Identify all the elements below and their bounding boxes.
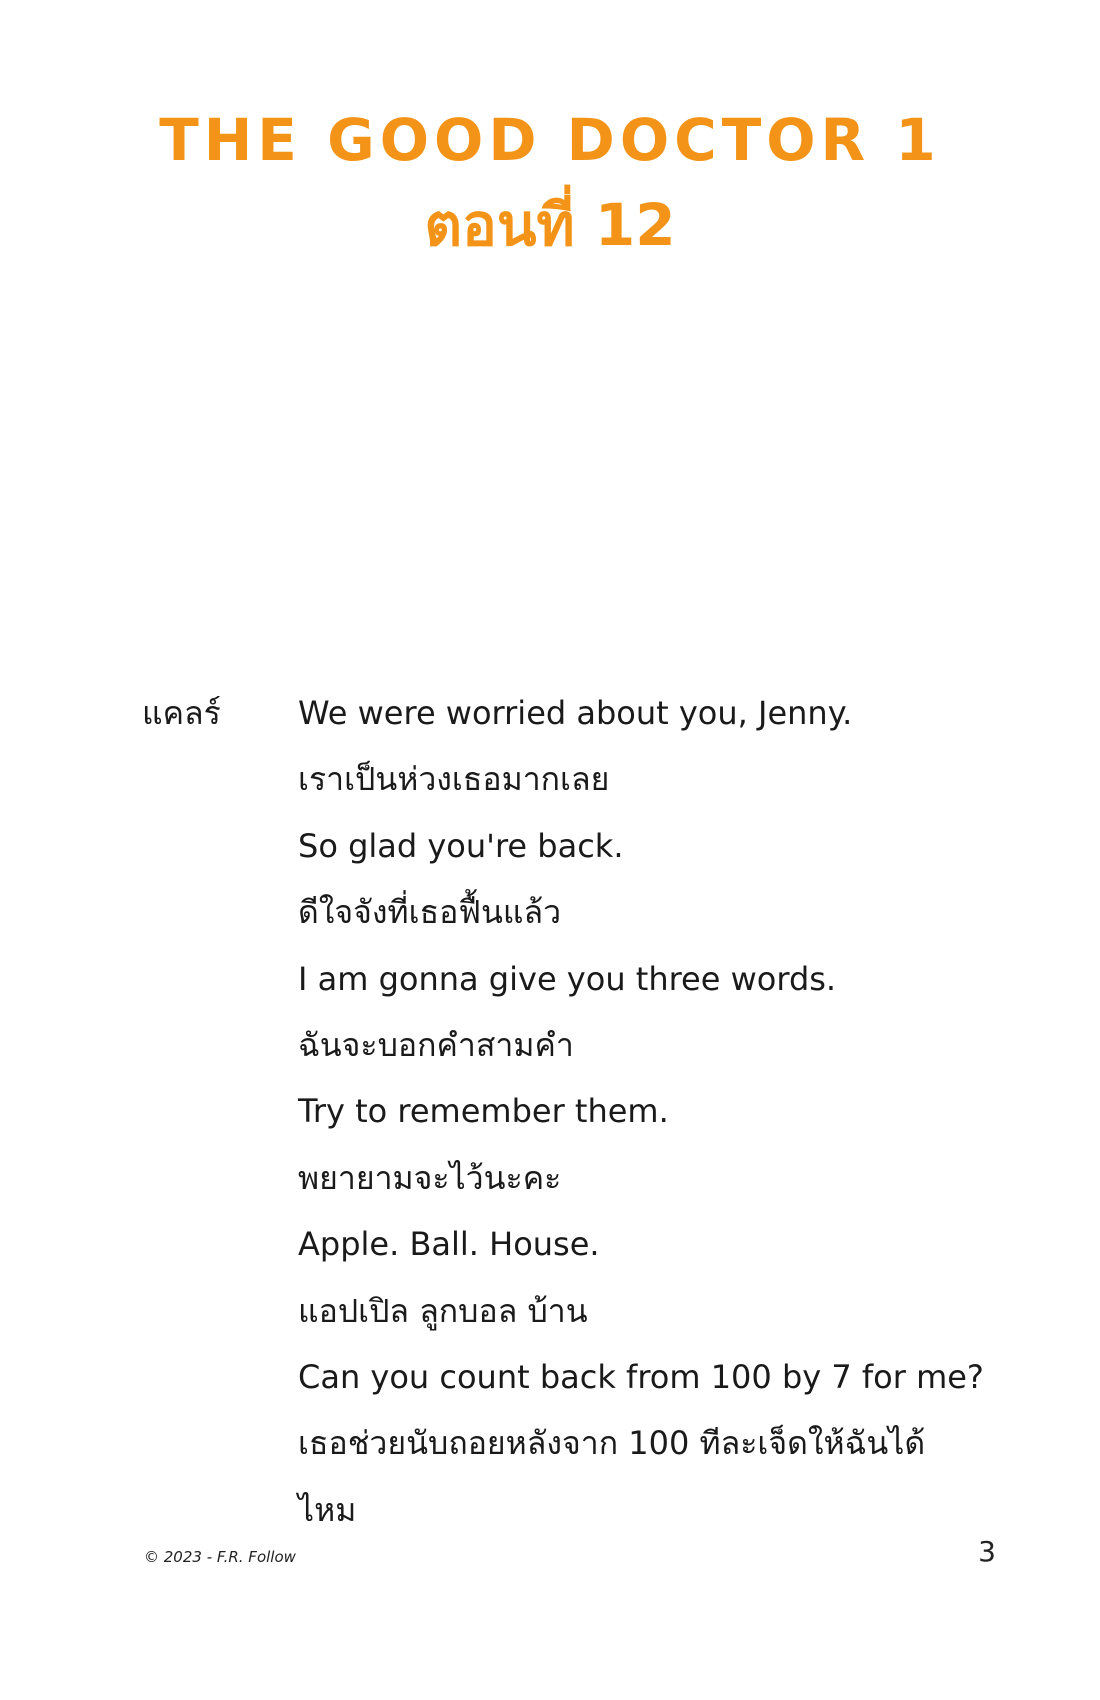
dialogue-line: เธอช่วยนับถอยหลังจาก 100 ทีละเจ็ดให้ฉันได้ xyxy=(298,1424,926,1463)
dialogue-line: ดีใจจังที่เธอฟื้นแล้ว xyxy=(298,893,562,932)
dialogue-line: พยายามจะไว้นะคะ xyxy=(298,1158,562,1197)
dialogue-line: แอปเปิล ลูกบอล บ้าน xyxy=(298,1291,588,1330)
page-header xyxy=(0,100,1100,270)
episode-title: ตอนที่ 12 xyxy=(424,191,676,259)
dialogue-lines xyxy=(298,680,1008,1543)
copyright-notice: © 2023 - F.R. Follow xyxy=(144,1548,296,1566)
dialogue-line: เราเป็นห่วงเธอมากเลย xyxy=(298,760,610,799)
dialogue-line: Apple. Ball. House. xyxy=(298,1225,600,1264)
dialogue-line: Try to remember them. xyxy=(298,1092,669,1131)
dialogue-line: ฉันจะบอกคำสามคำ xyxy=(298,1025,574,1064)
dialogue-line: ไหม xyxy=(298,1490,357,1529)
page-number: 3 xyxy=(978,1535,996,1568)
speaker-name: แคลร์ xyxy=(142,694,221,732)
dialogue-line: We were worried about you, Jenny. xyxy=(298,694,853,732)
dialogue-line: Can you count back from 100 by 7 for me? xyxy=(298,1357,984,1396)
dialogue-line: I am gonna give you three words. xyxy=(298,959,837,998)
book-title: THE GOOD DOCTOR 1 xyxy=(159,106,941,174)
dialogue-line: So glad you're back. xyxy=(298,826,624,865)
